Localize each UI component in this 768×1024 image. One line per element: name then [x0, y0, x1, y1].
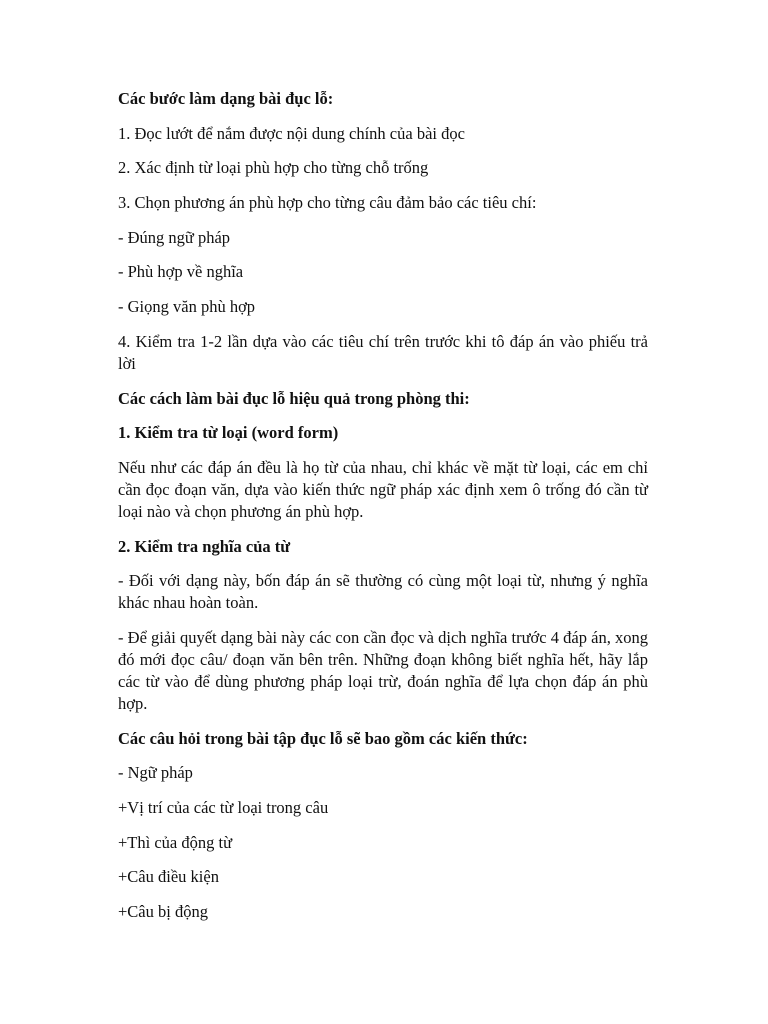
knowledge-subitem: +Thì của động từ	[118, 832, 233, 852]
criteria-item: - Phù hợp về nghĩa	[118, 262, 244, 282]
heading-tips: Các cách làm bài đục lỗ hiệu quả trong phòng thi:	[118, 388, 470, 408]
subheading: 2. Kiểm tra nghĩa của từ	[118, 536, 291, 556]
criteria-item: - Giọng văn phù hợp	[118, 297, 256, 317]
heading-knowledge: Các câu hỏi trong bài tập đục lỗ sẽ bao gồm các kiến thức:	[118, 728, 528, 748]
step-item: 2. Xác định từ loại phù hợp cho từng chỗ trống	[118, 158, 429, 178]
knowledge-subitem: +Vị trí của các từ loại trong câu	[118, 798, 329, 817]
body-paragraph: Nếu như các đáp án đều là họ từ của nhau, chỉ khác về mặt từ loại, các em chỉ cần đọc đoạn văn, dựa vào kiến thức ngữ pháp xác định xem ô trống đó cần từ loại nào và chọn phương án phù hợp.	[118, 457, 648, 521]
heading-steps: Các bước làm dạng bài đục lỗ:	[118, 89, 334, 108]
body-paragraph: - Để giải quyết dạng bài này các con cần đọc và dịch nghĩa trước 4 đáp án, xong đó mới đọc câu/ đoạn văn bên trên. Những đoạn không biết nghĩa hết, hãy lắp các từ vào để dùng phương pháp loại trừ, đoán nghĩa để lựa chọn đáp án phù hợp.	[118, 627, 648, 713]
subheading: 1. Kiểm tra từ loại (word form)	[118, 423, 339, 443]
document-page	[118, 88, 648, 936]
criteria-item: - Đúng ngữ pháp	[118, 227, 231, 247]
step-item: 3. Chọn phương án phù hợp cho từng câu đảm bảo các tiêu chí:	[118, 193, 537, 213]
step-item: 1. Đọc lướt để nắm được nội dung chính của bài đọc	[118, 123, 465, 143]
knowledge-item: - Ngữ pháp	[118, 763, 193, 783]
knowledge-subitem: +Câu điều kiện	[118, 867, 219, 887]
body-paragraph: - Đối với dạng này, bốn đáp án sẽ thường có cùng một loại từ, nhưng ý nghĩa khác nhau hoàn toàn.	[118, 571, 648, 613]
step-item: 4. Kiểm tra 1-2 lần dựa vào các tiêu chí trên trước khi tô đáp án vào phiếu trả lời	[118, 331, 648, 373]
knowledge-subitem: +Câu bị động	[118, 902, 208, 922]
